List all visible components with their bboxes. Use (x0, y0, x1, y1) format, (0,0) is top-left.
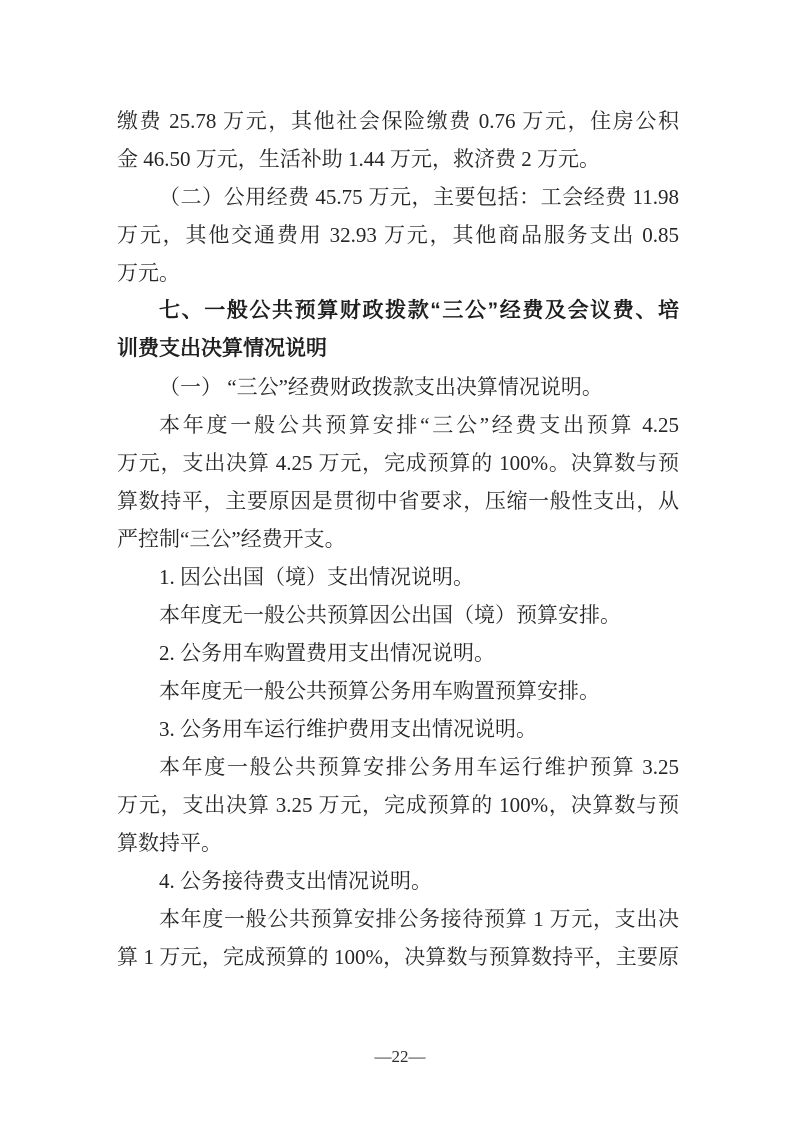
paragraph (117, 748, 679, 862)
text-line: 本年度一般公共预算安排“三公”经费支出预算 4.25 (159, 413, 679, 437)
text-line: 本年度无一般公共预算因公出国（境）预算安排。 (159, 603, 621, 627)
text-line: （二）公用经费 45.75 万元，主要包括：工会经费 11.98 (159, 185, 679, 209)
text-line: 本年度一般公共预算安排公务用车运行维护预算 3.25 (159, 755, 679, 779)
paragraph (117, 102, 679, 178)
paragraph (117, 672, 679, 710)
text-line: 本年度一般公共预算安排公务接待预算 1 万元，支出决 (159, 907, 679, 931)
text-line: 万元，其他交通费用 32.93 万元，其他商品服务支出 0.85 (117, 223, 679, 247)
paragraph (117, 558, 679, 596)
text-line: 4. 公务接待费支出情况说明。 (159, 869, 432, 893)
text-line: 2. 公务用车购置费用支出情况说明。 (159, 641, 495, 665)
text-line: 万元，支出决算 4.25 万元，完成预算的 100%。决算数与预 (117, 451, 679, 475)
text-line: 算 1 万元，完成预算的 100%，决算数与预算数持平，主要原 (117, 945, 679, 969)
paragraph (117, 862, 679, 900)
text-line: （一） “三公”经费财政拨款支出决算情况说明。 (159, 375, 603, 399)
text-line: 训费支出决算情况说明 (117, 337, 327, 360)
document-body (117, 102, 679, 976)
paragraph (117, 596, 679, 634)
text-line: 七、一般公共预算财政拨款“三公”经费及会议费、培 (159, 299, 679, 322)
text-line: 严控制“三公”经费开支。 (117, 527, 346, 551)
text-line: 金 46.50 万元，生活补助 1.44 万元，救济费 2 万元。 (117, 147, 600, 171)
paragraph (117, 406, 679, 558)
paragraph (117, 178, 679, 292)
text-line: 缴费 25.78 万元，其他社会保险缴费 0.76 万元，住房公积 (117, 109, 679, 133)
text-line: 万元。 (117, 261, 180, 285)
text-line: 3. 公务用车运行维护费用支出情况说明。 (159, 717, 537, 741)
page-number: —22— (374, 1047, 426, 1066)
section-heading (117, 292, 679, 368)
text-line: 1. 因公出国（境）支出情况说明。 (159, 565, 474, 589)
text-line: 万元，支出决算 3.25 万元，完成预算的 100%，决算数与预 (117, 793, 679, 817)
text-line: 算数持平。 (117, 831, 222, 855)
paragraph (117, 900, 679, 976)
paragraph (117, 710, 679, 748)
paragraph (117, 634, 679, 672)
paragraph (117, 368, 679, 406)
text-line: 本年度无一般公共预算公务用车购置预算安排。 (159, 679, 600, 703)
text-line: 算数持平，主要原因是贯彻中省要求，压缩一般性支出，从 (117, 489, 679, 513)
